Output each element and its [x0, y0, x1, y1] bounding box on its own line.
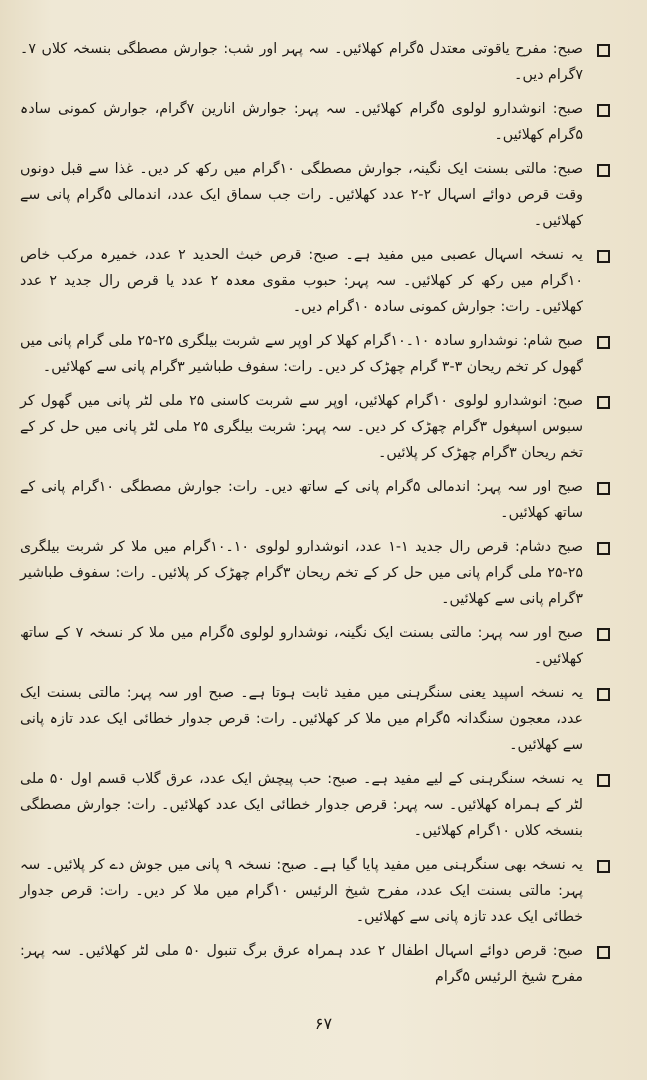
checkbox[interactable]	[597, 44, 610, 57]
checklist-item	[20, 766, 610, 844]
checkbox[interactable]	[597, 164, 610, 177]
checkbox[interactable]	[597, 860, 610, 873]
checklist-item	[20, 242, 610, 320]
checkbox[interactable]	[597, 104, 610, 117]
checklist-item	[20, 36, 610, 88]
entry-text: یہ نسخہ اسپید یعنی سنگرہنی میں مفید ثابت ہوتا ہے۔ صبح اور سہ پہر: مالتی بسنت ایک عدد، معجون سنگدانہ ۵گرام میں ملا کر کھلائیں۔ رات: قرص جدوار خطائی ایک عدد تازہ پانی سے کھلائیں۔	[20, 685, 584, 753]
entry-text: صبح اور سہ پہر: اندمالی ۵گرام پانی کے ساتھ دیں۔ رات: جوارش مصطگی ۱۰گرام پانی کے ساتھ کھلائیں۔	[20, 479, 583, 521]
checkbox[interactable]	[597, 628, 610, 641]
entry-text: صبح: مفرح یاقوتی معتدل ۵گرام کھلائیں۔ سہ پہر اور شب: جوارش مصطگی بنسخہ کلاں ۷۔ ۷گرام دیں۔	[20, 41, 583, 83]
checklist-item	[20, 96, 610, 148]
entry-text: یہ نسخہ اسہال عصبی میں مفید ہے۔ صبح: قرص خبث الحدید ۲ عدد، خمیرہ مرکب خاص ۱۰گرام میں رکھ کر کھلائیں۔ سہ پہر: حبوب مقوی معدہ ۲ عدد یا قرص رال جدید ۲ عدد کھلائیں۔ رات: جوارش کمونی سادہ ۱۰گرام دیں۔	[20, 247, 583, 315]
checklist-item	[20, 534, 610, 612]
entry-text: صبح: مالتی بسنت ایک نگینہ، جوارش مصطگی ۱۰گرام میں رکھ کر دیں۔ غذا سے قبل دونوں وقت قرص دوائے اسہال ۲-۲ عدد کھلائیں۔ رات جب سماق ایک عدد، اندمالی ۵گرام پانی سے کھلائیں۔	[20, 161, 584, 229]
checkbox[interactable]	[597, 774, 610, 787]
checklist-item	[20, 620, 610, 672]
checklist-item	[20, 852, 610, 930]
entry-text: صبح شام: نوشدارو سادہ ۱۰۔۱۰گرام کھلا کر اوپر سے شربت بیلگری ۲۵-۲۵ ملی گرام پانی میں گھول کر تخم ریحان ۳-۳ گرام چھڑک کر دیں۔ رات: سفوف طباشیر ۳گرام پانی سے کھلائیں۔	[20, 333, 583, 375]
page-number: ۶۷	[314, 1014, 333, 1033]
checklist	[20, 36, 610, 998]
checklist-item	[20, 474, 610, 526]
checkbox[interactable]	[597, 946, 610, 959]
checklist-item	[20, 388, 610, 466]
entry-text: صبح: انوشدارو لولوی ۵گرام کھلائیں۔ سہ پہر: جوارش انارین ۷گرام، جوارش کمونی سادہ ۵گرام کھلائیں۔	[20, 101, 583, 143]
entry-text: یہ نسخہ بھی سنگرہنی میں مفید پایا گیا ہے۔ صبح: نسخہ ۹ پانی میں جوش دے کر پلائیں۔ سہ پہر: مالتی بسنت ایک عدد، مفرح شیخ الرئیس ۱۰گرام میں ملا کر دیں۔ رات: قرص جدوار خطائی ایک عدد تازہ پانی سے کھلائیں۔	[20, 857, 583, 925]
checklist-item	[20, 156, 610, 234]
checklist-item	[20, 680, 610, 758]
checklist-item	[20, 328, 610, 380]
checkbox[interactable]	[597, 250, 610, 263]
checkbox[interactable]	[597, 396, 610, 409]
entry-text: یہ نسخہ سنگرہنی کے لیے مفید ہے۔ صبح: حب پیچش ایک عدد، عرق گلاب قسم اول ۵۰ ملی لٹر کے ہمراہ کھلائیں۔ سہ پہر: قرص جدوار خطائی ایک عدد کھلائیں۔ رات: جوارش مصطگی بنسخہ کلاں ۱۰گرام کھلائیں۔	[20, 771, 583, 839]
entry-text: صبح اور سہ پہر: مالتی بسنت ایک نگینہ، نوشدارو لولوی ۵گرام میں ملا کر نسخہ ۷ کے ساتھ کھلائیں۔	[20, 625, 583, 667]
checkbox[interactable]	[597, 336, 610, 349]
checklist-item	[20, 938, 610, 990]
checkbox[interactable]	[597, 482, 610, 495]
checkbox[interactable]	[597, 542, 610, 555]
entry-text: صبح: انوشدارو لولوی ۱۰گرام کھلائیں، اوپر سے شربت کاسنی ۲۵ ملی لٹر پانی میں گھول کر سبوس اسپغول ۳گرام چھڑک کر دیں۔ سہ پہر: شربت بیلگری ۲۵ ملی لٹر پانی میں حل کر کے تخم ریحان ۳گرام چھڑک کر پلائیں۔	[20, 393, 584, 461]
checkbox[interactable]	[597, 688, 610, 701]
entry-text: صبح: قرص دوائے اسہال اطفال ۲ عدد ہمراہ عرق برگ تنبول ۵۰ ملی لٹر کھلائیں۔ سہ پہر: مفرح شیخ الرئیس ۵گرام	[20, 943, 584, 985]
entry-text: صبح دشام: قرص رال جدید ۱-۱ عدد، انوشدارو لولوی ۱۰۔۱۰گرام میں ملا کر شربت بیلگری ۲۵-۲۵ ملی گرام پانی میں حل کر کے تخم ریحان ۳گرام چھڑک کر پلائیں۔ رات: سفوف طباشیر ۳گرام پانی سے کھلائیں۔	[20, 539, 584, 607]
